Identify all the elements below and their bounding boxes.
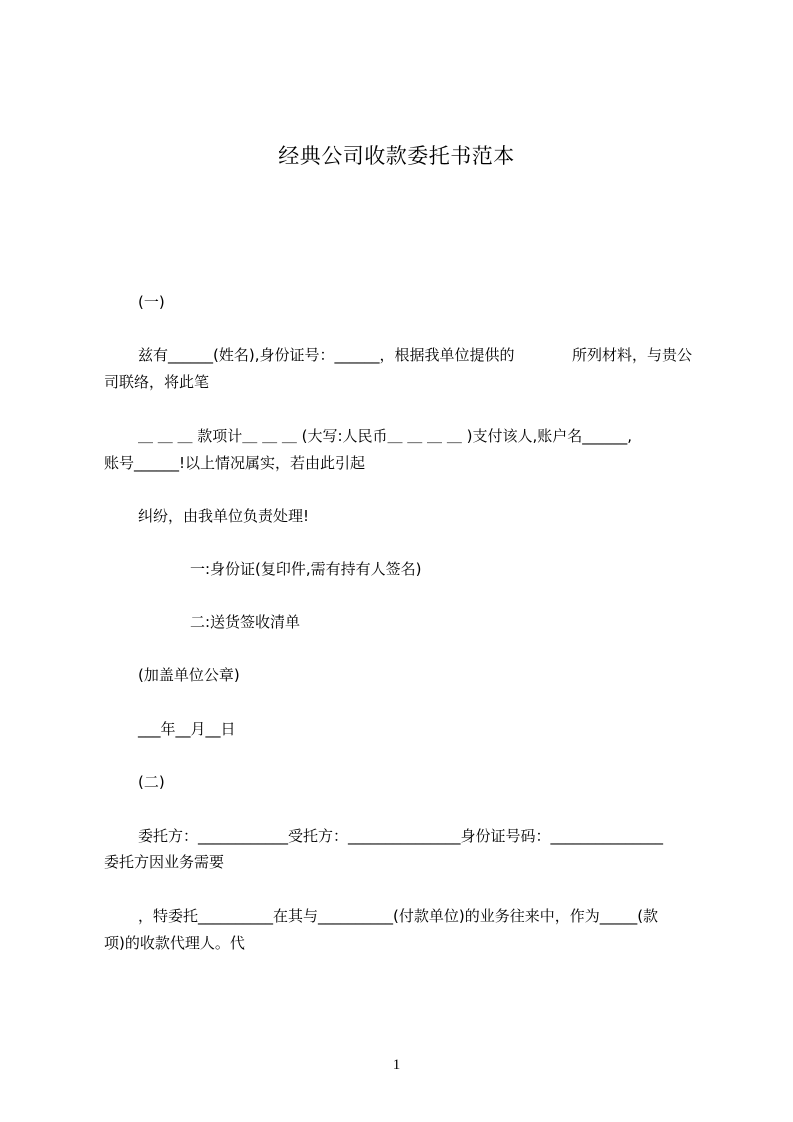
section1-paragraph1-line2: 司联络，将此笔 <box>104 373 210 391</box>
section2-paragraph1-line2: 委托方因业务需要 <box>104 853 225 871</box>
page-number: 1 <box>392 1057 401 1073</box>
date-line: ___年__月__日 <box>138 720 236 738</box>
section1-paragraph1-line1a: 兹有______(姓名),身份证号：______，根据我单位提供的 <box>138 346 515 364</box>
section1-heading: (一) <box>138 293 165 311</box>
section1-paragraph3: 纠纷，由我单位负责处理! <box>138 507 310 525</box>
section2-paragraph2-line1: ，特委托__________在其与__________(付款单位)的业务往来中，作为_____(款 <box>138 907 659 925</box>
section2-heading: (二) <box>138 773 165 791</box>
document-title: 经典公司收款委托书范本 <box>278 144 515 168</box>
attachment-item-2: 二:送货签收清单 <box>190 613 301 631</box>
seal-note: (加盖单位公章) <box>138 666 240 684</box>
attachment-item-1: 一:身份证(复印件,需有持有人签名) <box>190 560 422 578</box>
section1-paragraph2-line2: 账号______!以上情况属实，若由此引起 <box>104 454 366 472</box>
section1-paragraph1-line1b: 所列材料，与贵公 <box>572 346 693 364</box>
section2-paragraph2-line2: 项)的收款代理人。代 <box>104 934 245 952</box>
section1-paragraph2-line1: ＿ ＿ ＿ 款项计＿ ＿ ＿ (大写:人民币＿ ＿ ＿ ＿ )支付该人,账户名______, <box>138 427 632 445</box>
section2-paragraph1-line1: 委托方：____________受托方：_______________身份证号码：_______________ <box>138 827 664 845</box>
